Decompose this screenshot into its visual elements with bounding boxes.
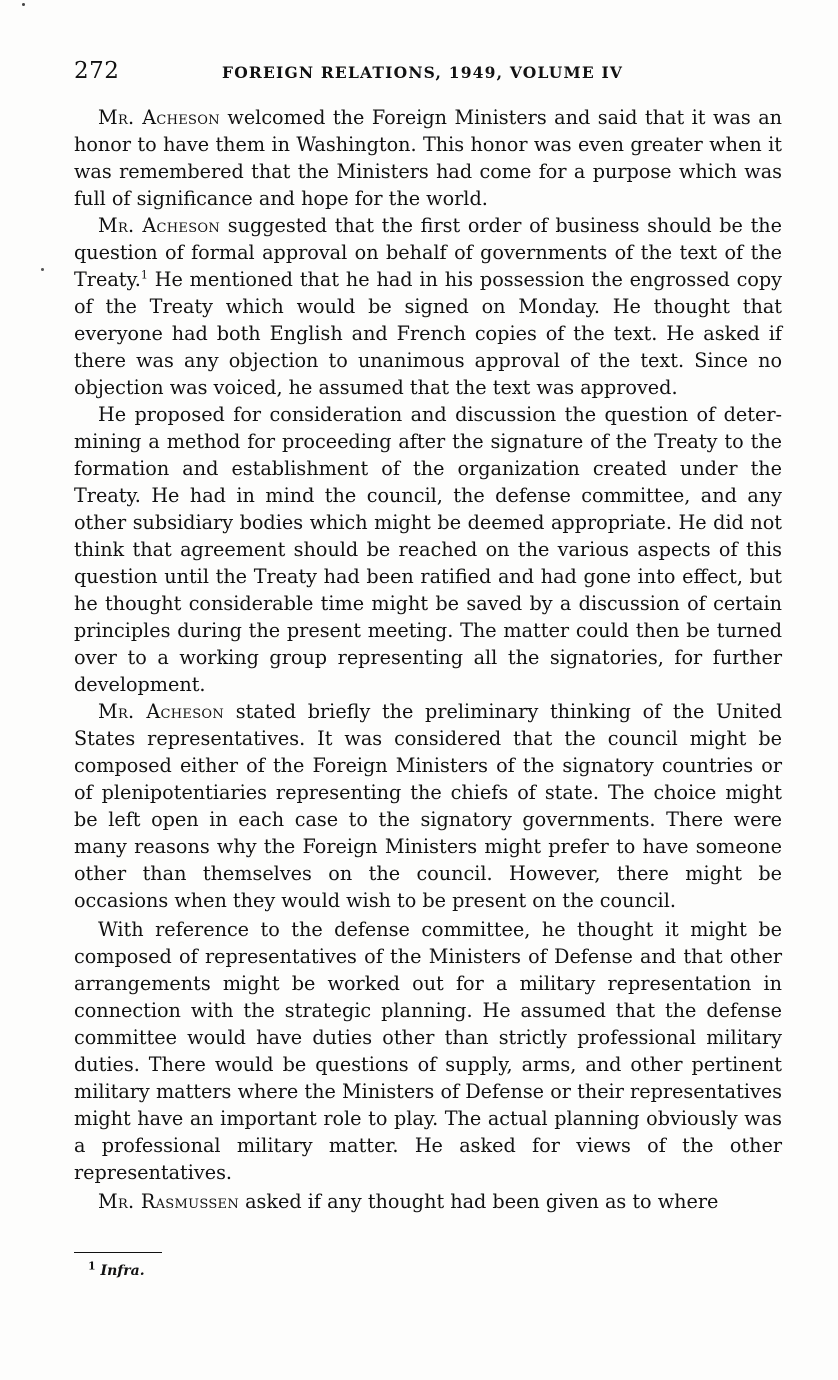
paragraph-text: He mentioned that he had in his possession the engrossed copy of the Treaty which would be signed on Monday. He thought that everyone had both English and French copies of the text. He asked if there was any objection to unanimous approval of the text. Since no objection was voiced, he assumed that the text was approved. (74, 268, 782, 399)
speaker-name: Mr. Acheson (98, 106, 220, 129)
paragraph-text: He proposed for consideration and discussion the question of determining a method for proceeding after the signature of the Treaty to the formation and establishment of the organization created under the Treaty. He had in mind the council, the defense committee, and any other subsidiary bodies which might be deemed appropriate. He did not think that agreement should be reached on the various aspects of this question until the Treaty had been ratified and had gone into effect, but he thought considerable time might be saved by a discussion of certain principles during the present meeting. The matter could then be turned over to a working group representing all the signatories, for further development. (74, 403, 782, 696)
paragraph-5 (74, 916, 782, 1186)
speaker-name: Mr. Acheson (98, 214, 221, 237)
print-speck (41, 268, 44, 271)
footnote-rule (74, 1252, 162, 1253)
speaker-name: Mr. Rasmussen (98, 1190, 239, 1213)
page-header (74, 58, 780, 88)
paragraph-6 (74, 1188, 782, 1215)
paragraph-4 (74, 698, 782, 914)
paragraph-text: stated briefly the preliminary thinking of the United States representatives. It was considered that the council might be composed either of the Foreign Ministers of the signatory countries or of plenipotentiaries representing the chiefs of state. The choice might be left open in each case to the signatory governments. There were many reasons why the Foreign Ministers might prefer to have someone other than themselves on the council. However, there might be occasions when they would wish to be present on the council. (74, 700, 782, 912)
paragraph-text: welcomed the Foreign Ministers and said that it was an honor to have them in Washington. This honor was even greater when it was remembered that the Ministers had come for a purpose which was full of significance and hope for the world. (74, 106, 782, 210)
paragraph-2 (74, 212, 782, 401)
paragraph-text: With reference to the defense committee, he thought it might be composed of representatives of the Ministers of Defense and that other arrangements might be worked out for a military representation in connection with the strategic planning. He assumed that the defense committee would have duties other than strictly professional military duties. There would be questions of supply, arms, and other pertinent military matters where the Ministers of Defense or their representatives might have an important role to play. The actual planning obviously was a professional military matter. He asked for views of the other representatives. (74, 918, 782, 1184)
paragraph-3 (74, 401, 782, 698)
footnote-reference: 1 (140, 268, 148, 282)
footnote-mark: 1 (88, 1259, 96, 1273)
footnote-text: Infra. (100, 1263, 145, 1279)
running-title: FOREIGN RELATIONS, 1949, VOLUME IV (222, 63, 624, 82)
paragraph-text: suggested that the first order of business should be the question of formal approval on behalf of governments of the text of the Treaty. (74, 214, 782, 291)
footnote (88, 1259, 145, 1279)
body-text (74, 104, 782, 1215)
paragraph-text: asked if any thought had been given as to where (239, 1190, 719, 1213)
page-number: 272 (74, 58, 120, 84)
paragraph-1 (74, 104, 782, 212)
speaker-name: Mr. Acheson (98, 700, 225, 723)
print-speck (22, 3, 25, 6)
